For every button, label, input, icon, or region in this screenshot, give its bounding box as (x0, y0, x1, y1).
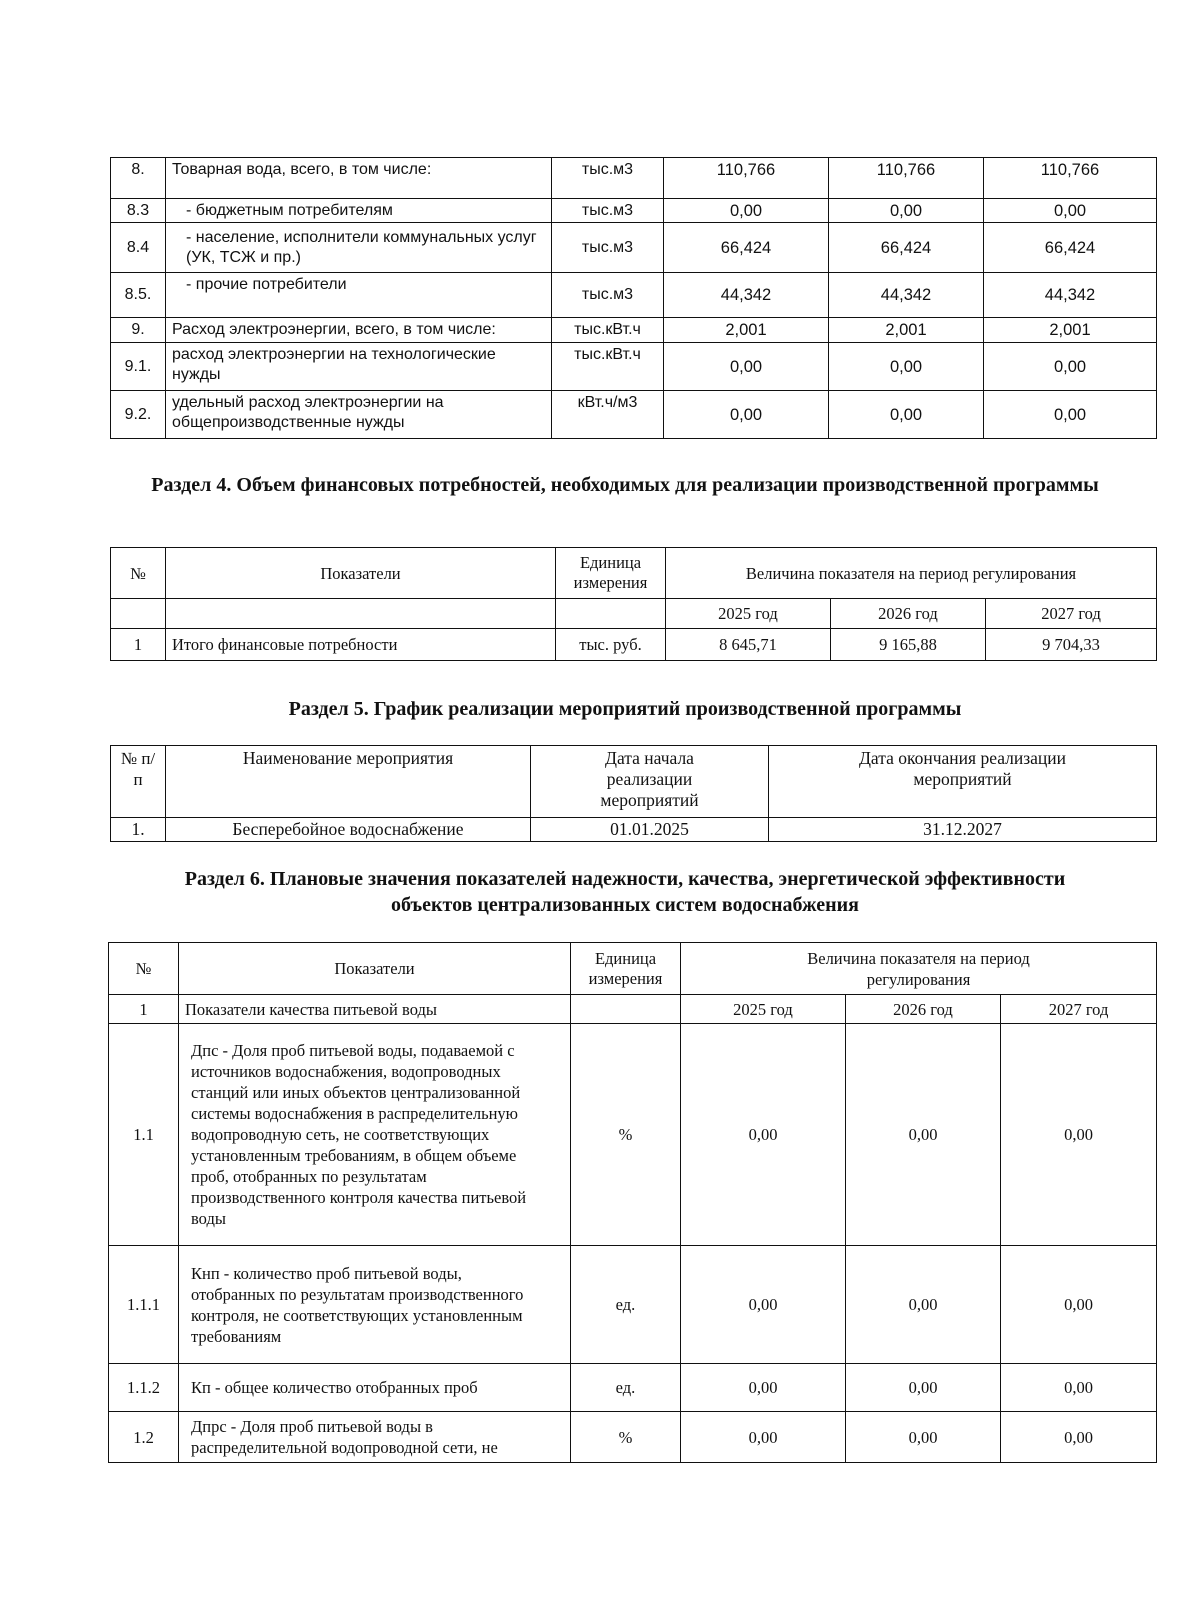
empty-cell (571, 995, 681, 1024)
row-value-2026: 0,00 (829, 343, 984, 391)
row-number: 1.2 (109, 1412, 179, 1463)
header-year-2026: 2026 год (831, 599, 986, 629)
row-unit: кВт.ч/м3 (552, 391, 664, 439)
group-number: 1 (109, 995, 179, 1024)
row-value-2025: 0,00 (681, 1412, 846, 1463)
row-value-2026: 0,00 (846, 1412, 1001, 1463)
row-indicator: - бюджетным потребителям (166, 199, 552, 223)
header-end-date: Дата окончания реализации мероприятий (769, 746, 1157, 818)
row-value-2025: 2,001 (664, 318, 829, 343)
table-row (111, 629, 1157, 661)
row-indicator: - население, исполнители коммунальных услуг (УК, ТСЖ и пр.) (166, 223, 552, 273)
row-value-2026: 66,424 (829, 223, 984, 273)
section-6-title: Раздел 6. Плановые значения показателей надежности, качества, энергетической эффективности объектов централизованных систем водоснабжения (184, 868, 1066, 916)
row-value-2027: 66,424 (984, 223, 1157, 273)
row-number: 1. (111, 818, 166, 842)
row-indicator: расход электроэнергии на технологические нужды (166, 343, 552, 391)
row-unit: тыс.м3 (552, 273, 664, 318)
table-header-row (111, 746, 1157, 818)
row-number: 8.5. (111, 273, 166, 318)
row-indicator: Кп - общее количество отобранных проб (179, 1364, 571, 1412)
row-value-2026: 9 165,88 (831, 629, 986, 661)
section-4-title: Раздел 4. Объем финансовых потребностей, необходимых для реализации производственной программы (151, 474, 1099, 496)
row-unit: тыс.м3 (552, 158, 664, 199)
header-year-2027: 2027 год (986, 599, 1157, 629)
row-start-date: 01.01.2025 (531, 818, 769, 842)
row-indicator: Дпс - Доля проб питьевой воды, подаваемой с источников водоснабжения, водопроводных станций или иных объектов централизованной системы водоснабжения в распределительную водопроводную сеть, не соответствующих установленным требованиям, в общем объеме проб, отобранных по результатам производственного контроля качества питьевой воды (179, 1024, 571, 1246)
header-period: Величина показателя на период регулирования (681, 943, 1157, 995)
group-name: Показатели качества питьевой воды (179, 995, 571, 1024)
row-value-2027: 0,00 (984, 199, 1157, 223)
row-value-2026: 0,00 (846, 1024, 1001, 1246)
row-value-2026: 0,00 (846, 1246, 1001, 1364)
row-value-2027: 9 704,33 (986, 629, 1157, 661)
row-value-2025: 110,766 (664, 158, 829, 199)
section-5-table (110, 745, 1157, 842)
row-number: 9.1. (111, 343, 166, 391)
row-value-2026: 0,00 (846, 1364, 1001, 1412)
row-end-date: 31.12.2027 (769, 818, 1157, 842)
row-value-2025: 66,424 (664, 223, 829, 273)
row-number: 1 (111, 629, 166, 661)
row-value-2025: 0,00 (681, 1246, 846, 1364)
table-row (111, 818, 1157, 842)
row-unit: % (571, 1412, 681, 1463)
row-value-2027: 0,00 (1001, 1412, 1157, 1463)
header-unit: Единица измерения (556, 548, 666, 599)
header-period: Величина показателя на период регулирования (666, 548, 1157, 599)
row-value-2026: 44,342 (829, 273, 984, 318)
row-number: 1.1.2 (109, 1364, 179, 1412)
row-unit: тыс. руб. (556, 629, 666, 661)
row-number: 9. (111, 318, 166, 343)
row-value-2025: 0,00 (664, 391, 829, 439)
row-indicator: Дпрс - Доля проб питьевой воды в распределительной водопроводной сети, не (179, 1412, 571, 1463)
row-number: 8.4 (111, 223, 166, 273)
table-row (111, 223, 1157, 273)
row-value-2025: 0,00 (681, 1364, 846, 1412)
row-value-2025: 0,00 (681, 1024, 846, 1246)
row-number: 8.3 (111, 199, 166, 223)
empty-cell (111, 599, 166, 629)
row-value-2027: 0,00 (1001, 1024, 1157, 1246)
header-year-2026: 2026 год (846, 995, 1001, 1024)
row-unit: ед. (571, 1364, 681, 1412)
row-value-2027: 0,00 (1001, 1364, 1157, 1412)
empty-cell (166, 599, 556, 629)
row-value-2027: 0,00 (1001, 1246, 1157, 1364)
row-value-2027: 110,766 (984, 158, 1157, 199)
table-header-row (111, 548, 1157, 599)
row-value-2025: 0,00 (664, 343, 829, 391)
section-6-table (108, 942, 1157, 1463)
header-number: № п/п (111, 746, 166, 818)
row-number: 9.2. (111, 391, 166, 439)
table-row (109, 1246, 1157, 1364)
header-number: № (111, 548, 166, 599)
row-value-2027: 2,001 (984, 318, 1157, 343)
table-row (109, 1364, 1157, 1412)
header-indicator: Показатели (179, 943, 571, 995)
empty-cell (556, 599, 666, 629)
row-value-2025: 8 645,71 (666, 629, 831, 661)
row-indicator: удельный расход электроэнергии на общепроизводственные нужды (166, 391, 552, 439)
table-row (111, 391, 1157, 439)
row-event-name: Бесперебойное водоснабжение (166, 818, 531, 842)
row-indicator: - прочие потребители (166, 273, 552, 318)
row-unit: тыс.м3 (552, 199, 664, 223)
row-value-2026: 0,00 (829, 199, 984, 223)
table-row (111, 318, 1157, 343)
row-unit: тыс.м3 (552, 223, 664, 273)
header-number: № (109, 943, 179, 995)
table-row (111, 158, 1157, 199)
table-row (109, 1412, 1157, 1463)
header-start-date: Дата начала реализации мероприятий (531, 746, 769, 818)
row-value-2026: 0,00 (829, 391, 984, 439)
header-year-2025: 2025 год (681, 995, 846, 1024)
section-4-table (110, 547, 1157, 661)
row-indicator: Расход электроэнергии, всего, в том числе: (166, 318, 552, 343)
header-event-name: Наименование мероприятия (166, 746, 531, 818)
table-header-row (111, 599, 1157, 629)
row-value-2026: 2,001 (829, 318, 984, 343)
header-indicator: Показатели (166, 548, 556, 599)
row-indicator: Товарная вода, всего, в том числе: (166, 158, 552, 199)
row-value-2027: 44,342 (984, 273, 1157, 318)
header-unit: Единица измерения (571, 943, 681, 995)
row-value-2025: 0,00 (664, 199, 829, 223)
table-row (111, 273, 1157, 318)
header-year-2025: 2025 год (666, 599, 831, 629)
table-row (111, 343, 1157, 391)
row-indicator: Итого финансовые потребности (166, 629, 556, 661)
header-year-2027: 2027 год (1001, 995, 1157, 1024)
row-value-2025: 44,342 (664, 273, 829, 318)
row-unit: % (571, 1024, 681, 1246)
row-value-2027: 0,00 (984, 343, 1157, 391)
row-value-2027: 0,00 (984, 391, 1157, 439)
table-group-row (109, 995, 1157, 1024)
row-value-2026: 110,766 (829, 158, 984, 199)
table-row (111, 199, 1157, 223)
row-number: 1.1.1 (109, 1246, 179, 1364)
section-5-title: Раздел 5. График реализации мероприятий производственной программы (288, 698, 962, 720)
row-unit: ед. (571, 1246, 681, 1364)
production-indicators-table (110, 157, 1157, 439)
table-row (109, 1024, 1157, 1246)
row-unit: тыс.кВт.ч (552, 318, 664, 343)
row-number: 1.1 (109, 1024, 179, 1246)
row-unit: тыс.кВт.ч (552, 343, 664, 391)
row-indicator: Кнп - количество проб питьевой воды, отобранных по результатам производственного контроля, не соответствующих установленным требованиям (179, 1246, 571, 1364)
table-header-row (109, 943, 1157, 995)
row-number: 8. (111, 158, 166, 199)
